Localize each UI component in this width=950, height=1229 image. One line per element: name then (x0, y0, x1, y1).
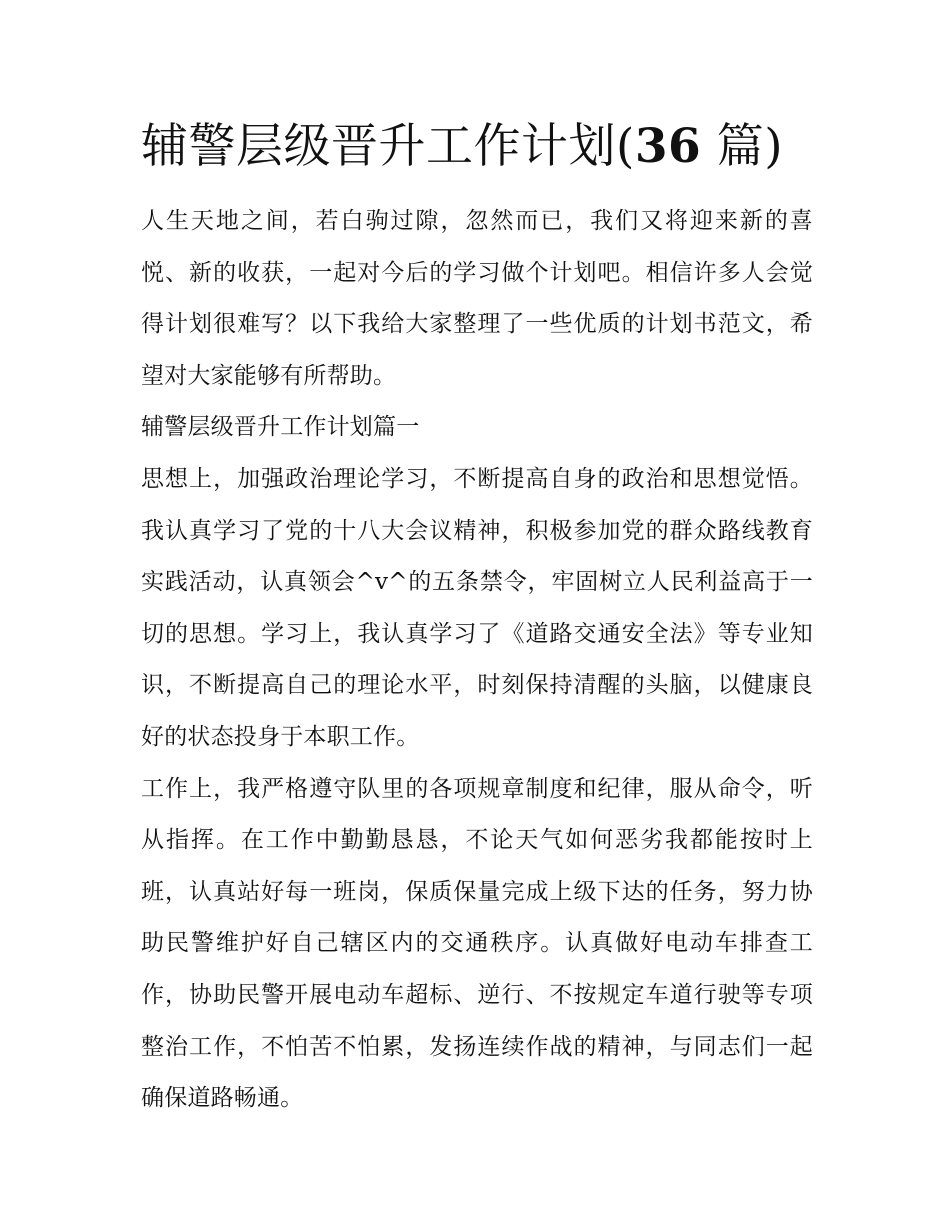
title-text: 辅警层级晋升工作计划( (141, 119, 635, 174)
document-body (141, 112, 813, 1125)
intro-paragraph: 人生天地之间，若白驹过隙，忽然而已，我们又将迎来新的喜悦、新的收获，一起对今后的学习做个计划吧。相信许多人会觉得计划很难写？以下我给大家整理了一些优质的计划书范文，希望对大家能够有所帮助。 (141, 208, 813, 389)
thought-study-paragraph: 思想上，加强政治理论学习，不断提高自身的政治和思想觉悟。我认真学习了党的十八大会议精神，积极参加党的群众路线教育实践活动，认真领会^v^的五条禁令，牢固树立人民利益高于一切的思想。学习上，我认真学习了《道路交通安全法》等专业知识，不断提高自己的理论水平，时刻保持清醒的头脑，以健康良好的状态投身于本职工作。 (141, 465, 813, 750)
title-count: 36 (634, 119, 702, 174)
title-end: 篇) (701, 119, 784, 174)
section-heading: 辅警层级晋升工作计划篇一 (141, 414, 420, 441)
document-title (141, 112, 813, 182)
work-paragraph: 工作上，我严格遵守队里的各项规章制度和纪律，服从命令，听从指挥。在工作中勤勤恳恳，不论天气如何恶劣我都能按时上班，认真站好每一班岗，保质保量完成上级下达的任务，努力协助民警维护好自己辖区内的交通秩序。认真做好电动车排查工作，协助民警开展电动车超标、逆行、不按规定车道行驶等专项整治工作，不怕苦不怕累，发扬连续作战的精神，与同志们一起确保道路畅通。 (141, 775, 813, 1112)
